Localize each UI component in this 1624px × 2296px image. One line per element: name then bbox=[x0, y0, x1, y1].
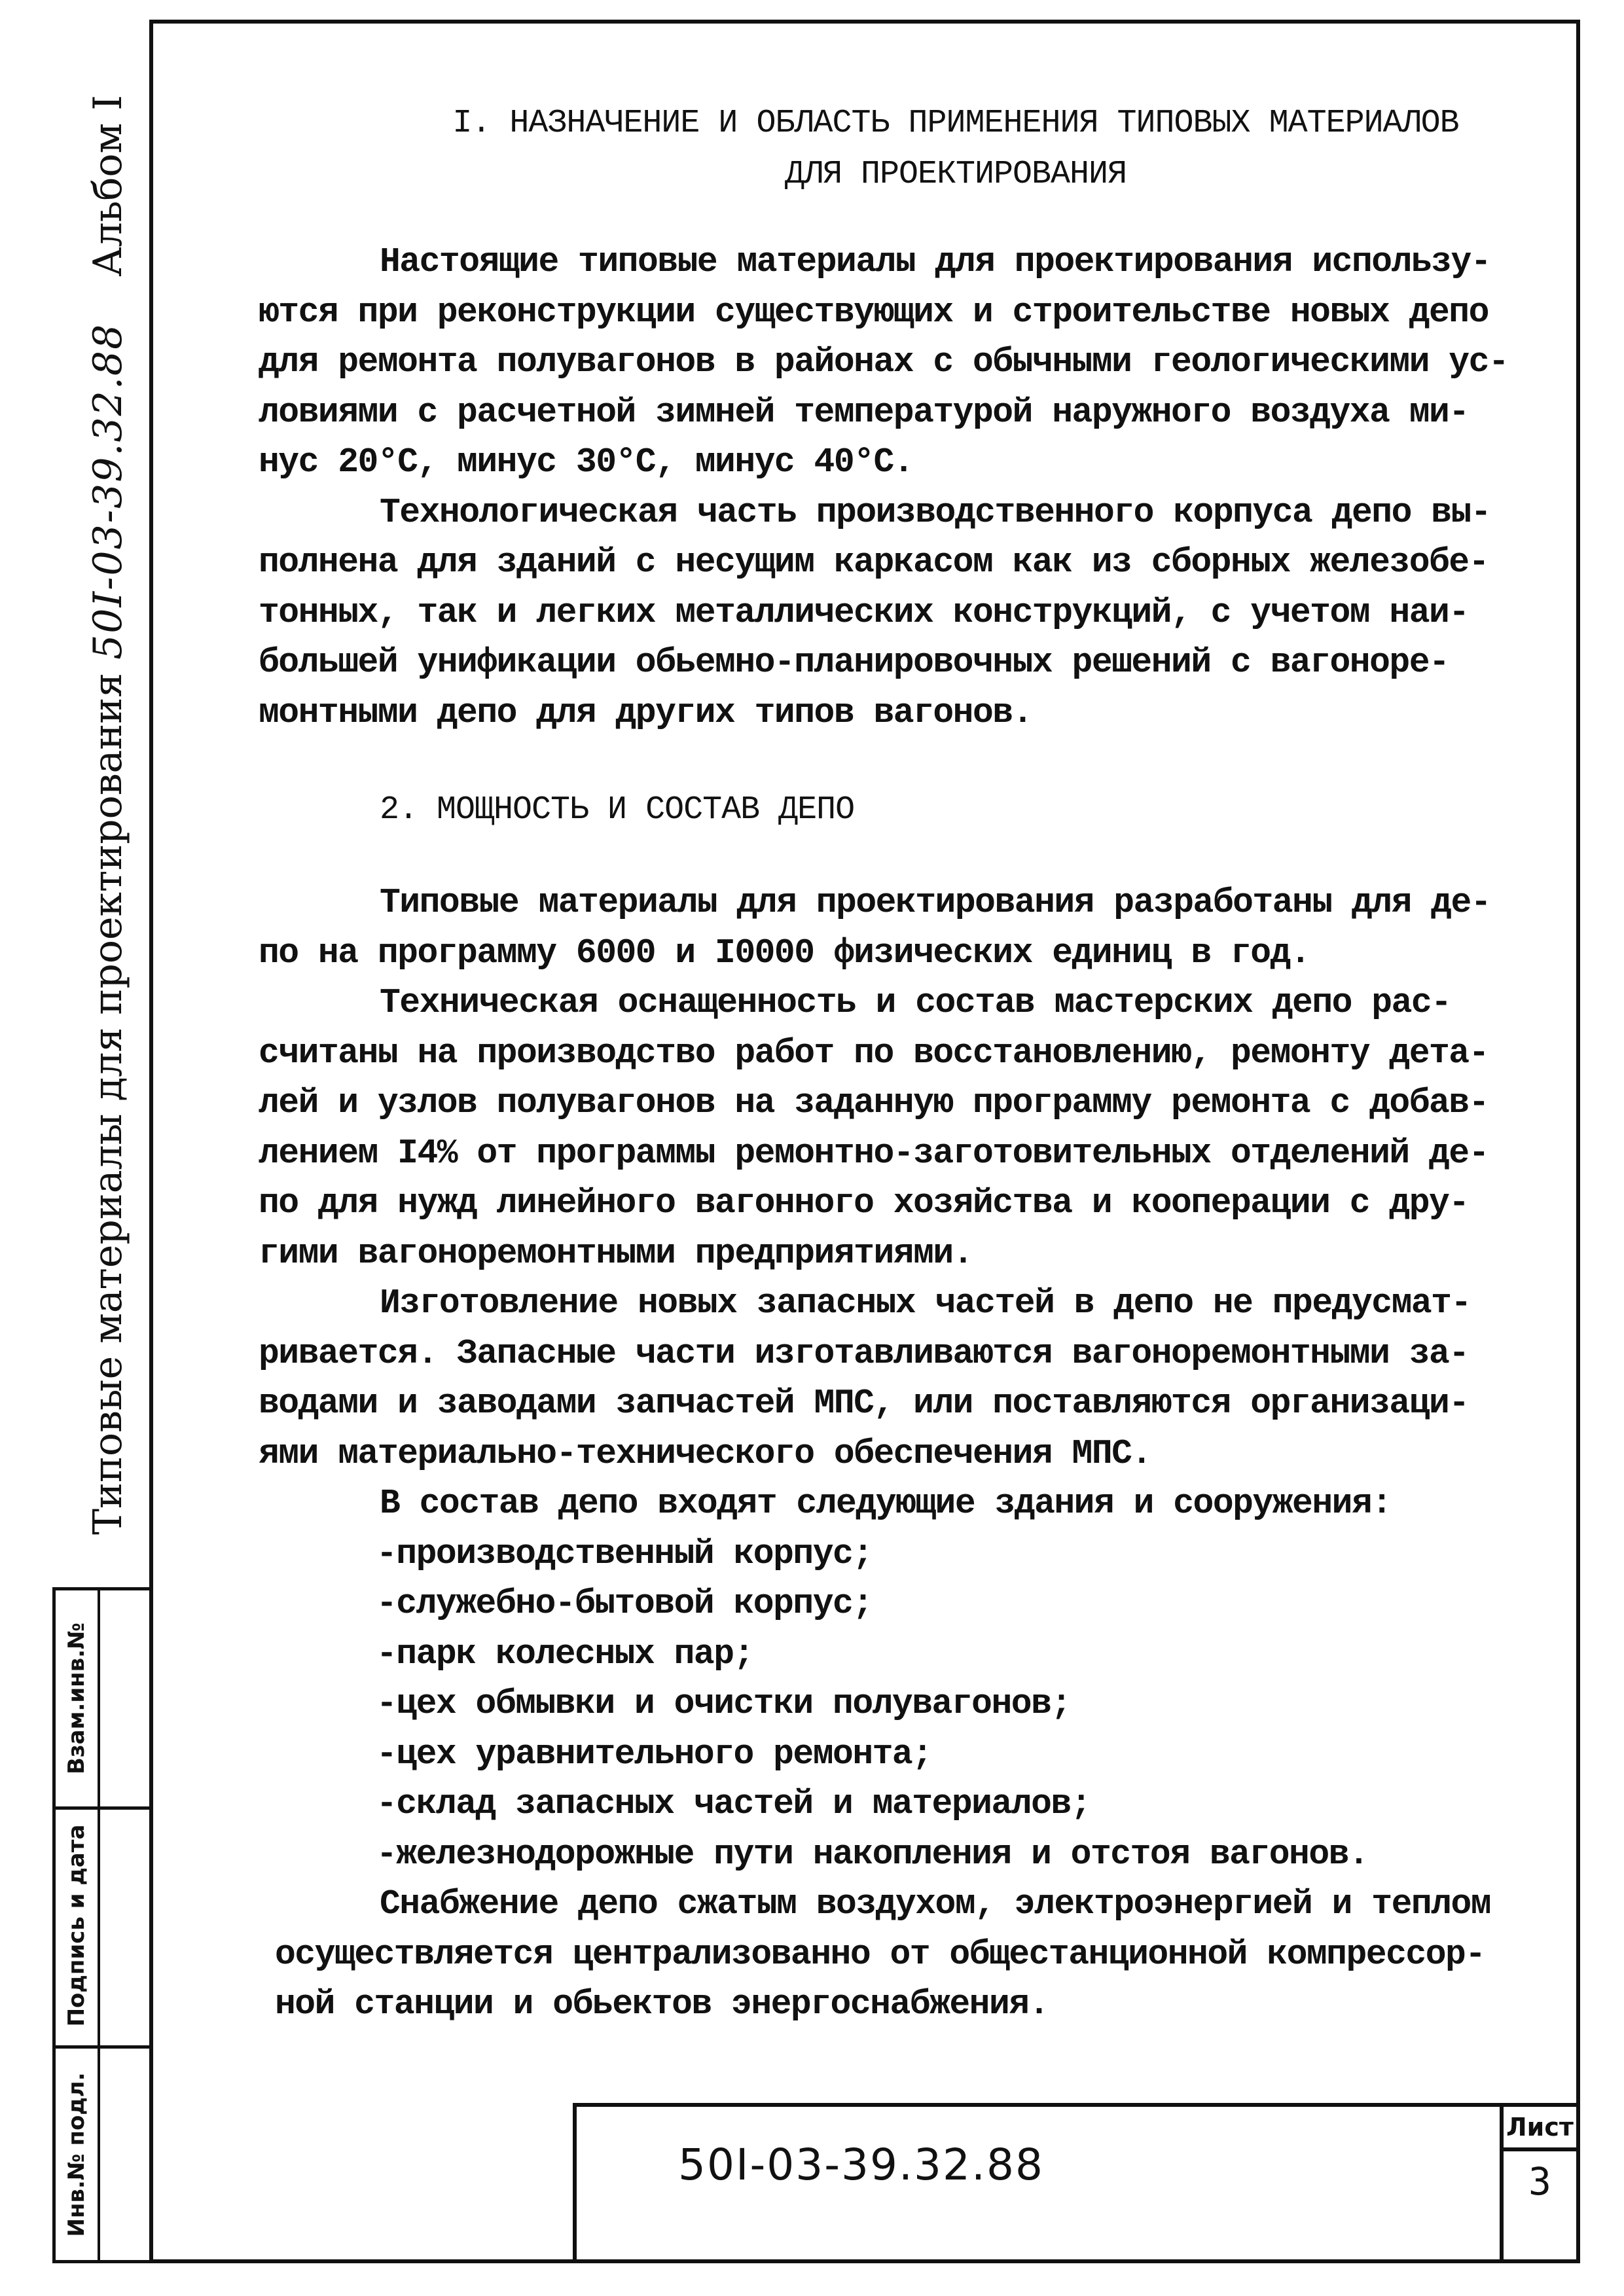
side-caption bbox=[82, 95, 134, 1535]
list-item: -цех уравнительного ремонта; bbox=[376, 1734, 932, 1774]
text-line: нус 20°С, минус 30°С, минус 40°С. bbox=[259, 442, 914, 482]
text-line: Настоящие типовые материалы для проектирования использу- bbox=[380, 242, 1491, 281]
section1-heading-line1: I. НАЗНАЧЕНИЕ И ОБЛАСТЬ ПРИМЕНЕНИЯ ТИПОВЫХ МАТЕРИАЛОВ bbox=[452, 105, 1459, 142]
text-line: лей и узлов полувагонов на заданную программу ремонта с добав- bbox=[259, 1083, 1489, 1122]
list-item: -железнодорожные пути накопления и отстоя вагонов. bbox=[376, 1834, 1369, 1874]
title-block bbox=[573, 2103, 1580, 2263]
side-caption-title: Типовые материалы для проектирования bbox=[85, 672, 131, 1535]
section2-body bbox=[259, 878, 1535, 2030]
section2-heading: 2. МОЩНОСТЬ И СОСТАВ ДЕПО bbox=[380, 791, 855, 829]
text-line: Снабжение депо сжатым воздухом, электроэнергией и теплом bbox=[380, 1884, 1491, 1924]
document-code: 50I-03-39.32.88 bbox=[678, 2140, 1044, 2190]
sheet-number: 3 bbox=[1528, 2159, 1551, 2204]
stamp-row-divider bbox=[56, 1806, 153, 1810]
list-item: -производственный корпус; bbox=[376, 1534, 873, 1573]
document-body bbox=[259, 98, 1535, 2030]
text-line: В состав депо входят следующие здания и сооружения: bbox=[380, 1484, 1392, 1523]
section1-heading-line2: ДЛЯ ПРОЕКТИРОВАНИЯ bbox=[784, 156, 1127, 193]
list-item: -склад запасных частей и материалов; bbox=[376, 1784, 1091, 1823]
section1-body bbox=[259, 237, 1535, 738]
text-line: монтными депо для других типов вагонов. bbox=[259, 692, 1032, 732]
section1-heading bbox=[376, 98, 1535, 200]
text-line: ями материально-технического обеспечения МПС. bbox=[259, 1433, 1151, 1473]
text-line: Технологическая часть производственного корпуса депо вы- bbox=[380, 492, 1491, 532]
text-line: лением I4% от программы ремонтно-заготовительных отделений де- bbox=[259, 1133, 1489, 1173]
text-line: для ремонта полувагонов в районах с обычными геологическими ус- bbox=[259, 342, 1509, 382]
text-line: осуществляется централизованно от общестанционной компрессор- bbox=[275, 1934, 1485, 1974]
side-caption-album: Альбом I bbox=[85, 95, 131, 277]
stamp-label-inventory: Инв.№ подл. bbox=[63, 2072, 90, 2237]
side-caption-code: 50I-03-39.32.88 bbox=[85, 323, 131, 660]
text-line: ются при реконструкции существующих и строительстве новых депо bbox=[259, 292, 1489, 332]
text-line: тонных, так и легких металлических конструкций, с учетом наи- bbox=[259, 592, 1469, 632]
text-line: Типовые материалы для проектирования разработаны для де- bbox=[380, 883, 1491, 922]
stamp-label-replacement: Взам.инв.№ bbox=[63, 1623, 90, 1774]
text-line: ной станции и обьектов энергоснабжения. bbox=[275, 1984, 1049, 2024]
stamp-label-signature: Подпись и дата bbox=[63, 1824, 90, 2027]
list-item: -парк колесных пар; bbox=[376, 1634, 753, 1674]
text-line: гими вагоноремонтными предприятиями. bbox=[259, 1233, 973, 1273]
text-line: Изготовление новых запасных частей в депо не предусмат- bbox=[380, 1283, 1471, 1323]
text-line: водами и заводами запчастей МПС, или поставляются организаци- bbox=[259, 1384, 1469, 1423]
stamp-row-divider bbox=[56, 2045, 153, 2049]
text-line: по для нужд линейного вагонного хозяйства и кооперации с дру- bbox=[259, 1183, 1469, 1223]
list-item: -служебно-бытовой корпус; bbox=[376, 1584, 873, 1623]
text-line: большей унификации обьемно-планировочных решений с вагоноре- bbox=[259, 643, 1449, 682]
approval-stamp bbox=[52, 1587, 149, 2263]
text-line: по на программу 6000 и I0000 физических единиц в год. bbox=[259, 933, 1310, 973]
text-line: ривается. Запасные части изготавливаются вагоноремонтными за- bbox=[259, 1333, 1469, 1373]
text-line: полнена для зданий с несущим каркасом как из сборных железобе- bbox=[259, 543, 1489, 582]
text-line: считаны на производство работ по восстановлению, ремонту дета- bbox=[259, 1033, 1489, 1073]
text-line: Техническая оснащенность и состав мастерских депо рас- bbox=[380, 983, 1451, 1022]
sheet-label: Лист bbox=[1504, 2107, 1576, 2151]
stamp-divider bbox=[98, 1590, 100, 2260]
sheet-cell bbox=[1500, 2107, 1576, 2259]
text-line: ловиями с расчетной зимней температурой наружного воздуха ми- bbox=[259, 392, 1469, 432]
list-item: -цех обмывки и очистки полувагонов; bbox=[376, 1684, 1071, 1723]
